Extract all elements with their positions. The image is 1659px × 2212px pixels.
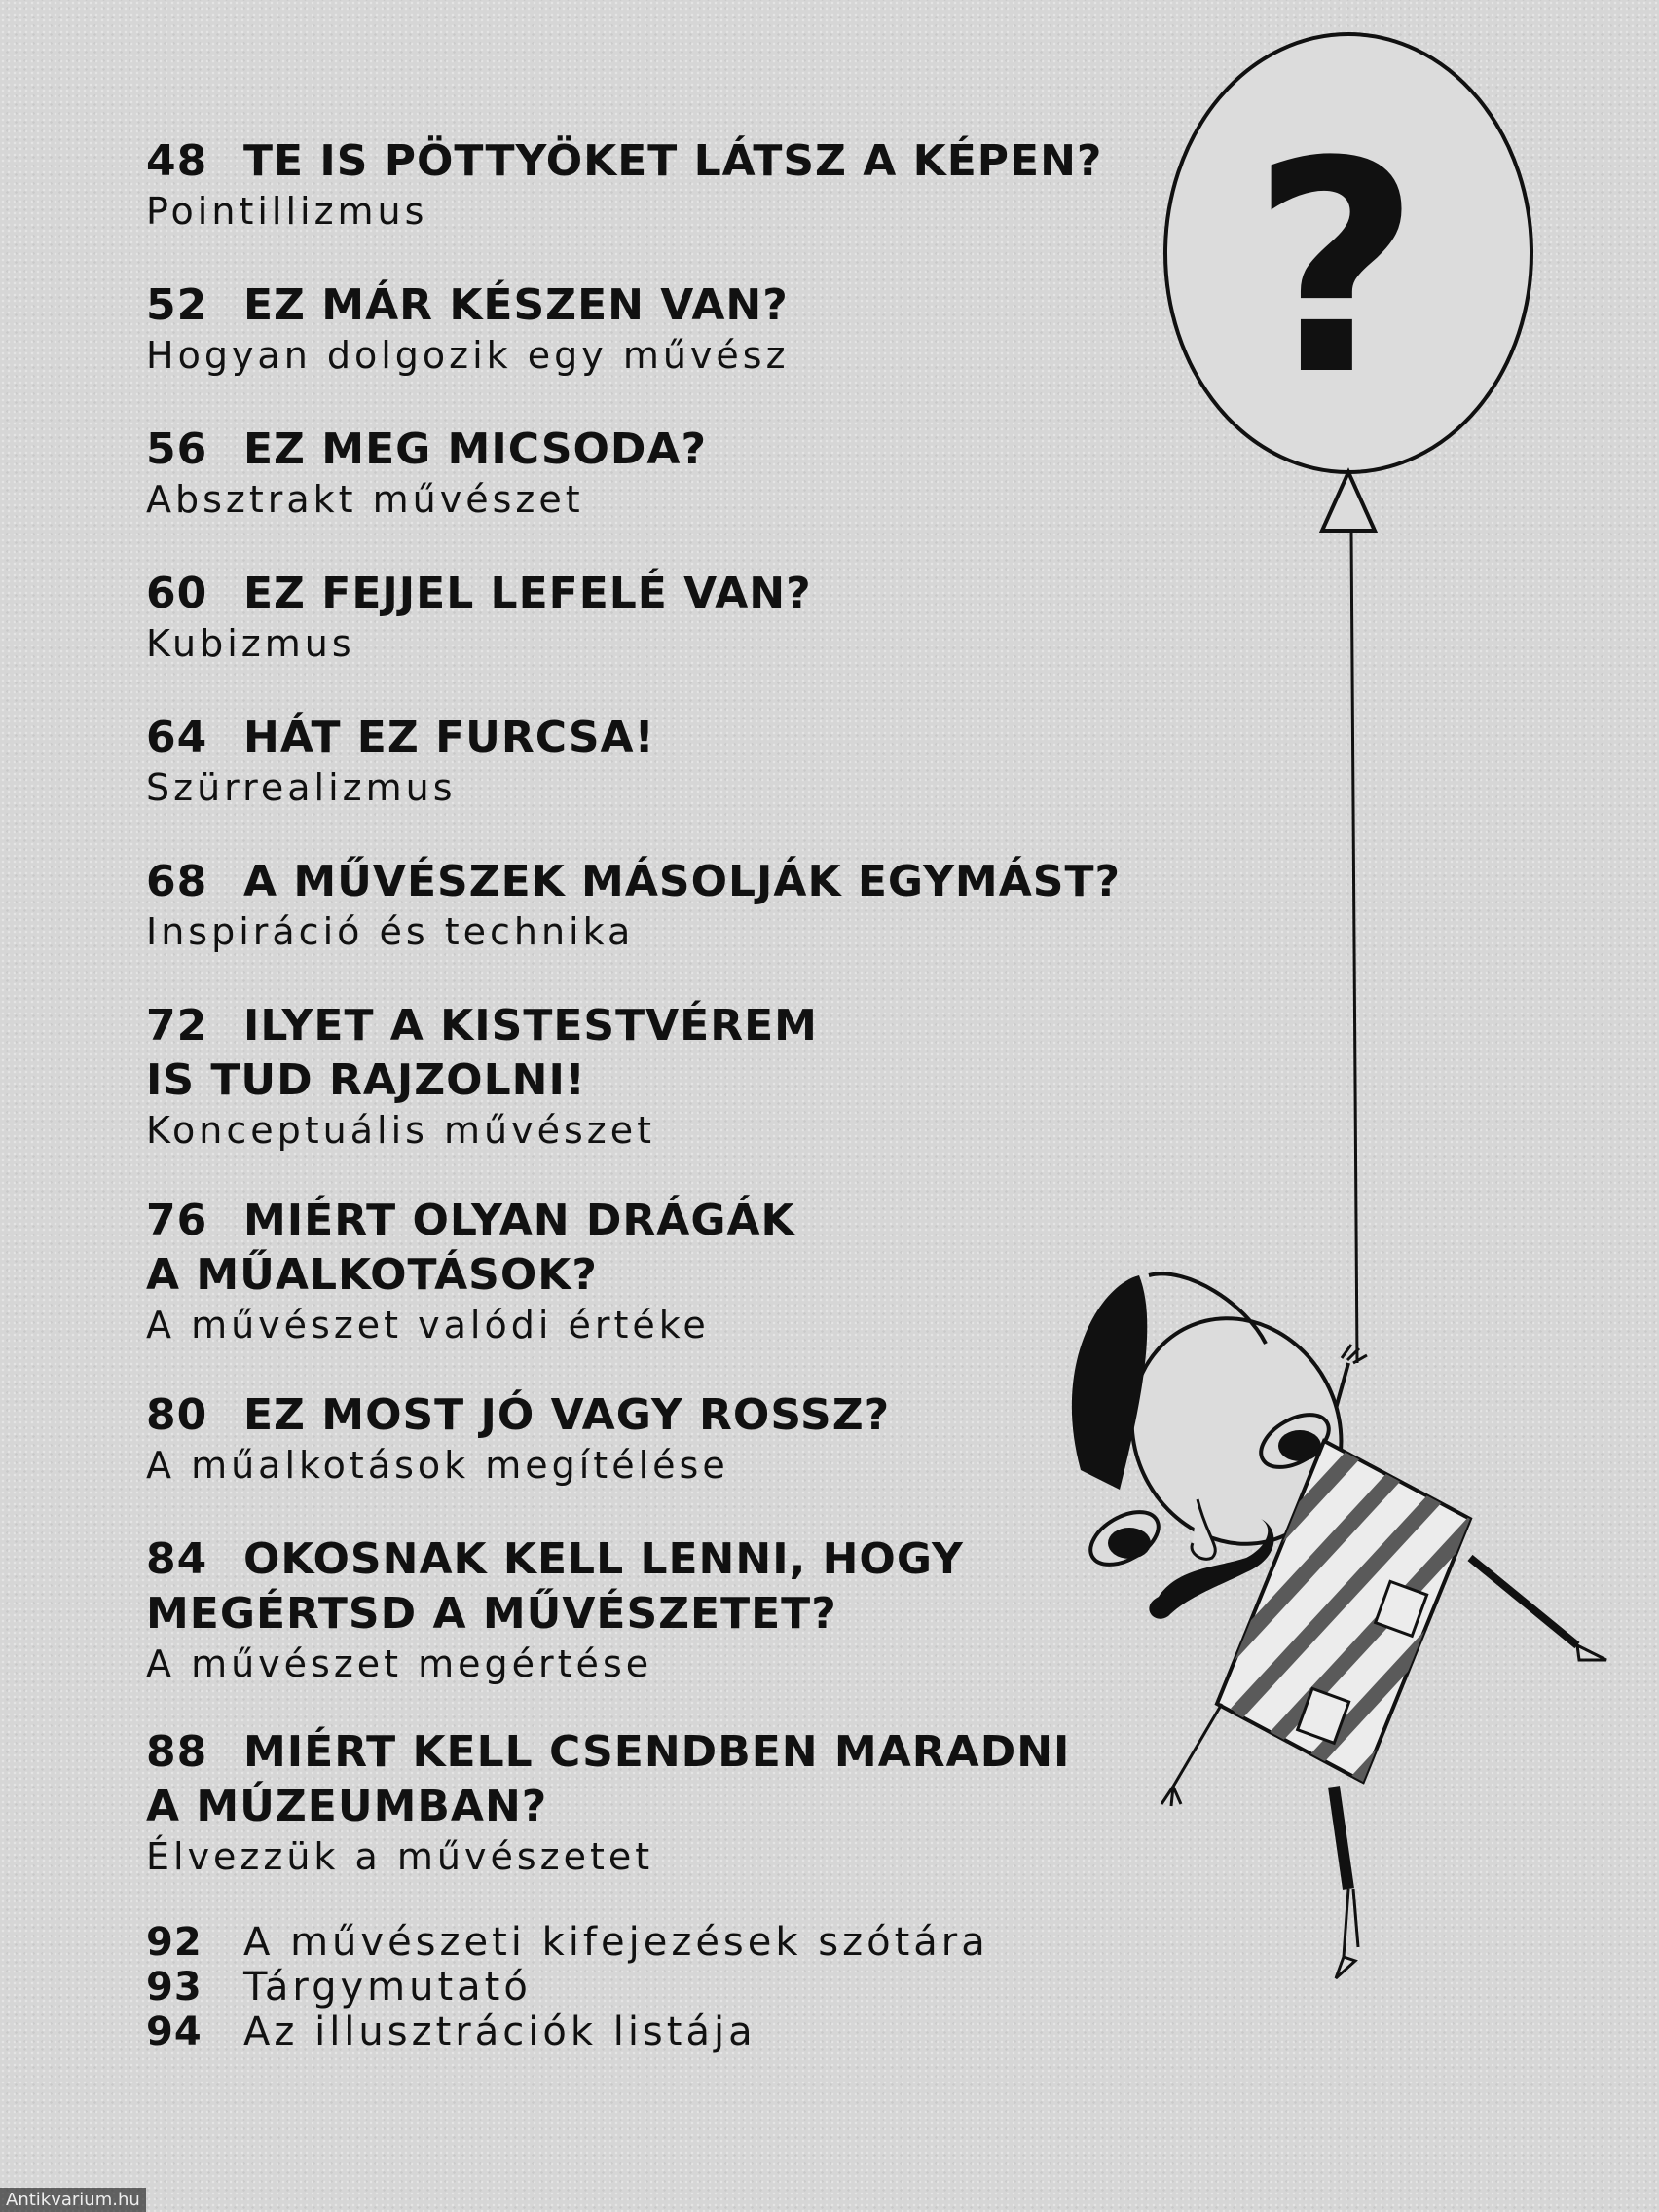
watermark: Antikvarium.hu (0, 2188, 146, 2212)
entry-subtitle: Kubizmus (146, 622, 355, 665)
entry-title-text: MIÉRT OLYAN DRÁGÁK (243, 1196, 795, 1245)
toc-entry (146, 1725, 1071, 1879)
entry-title (146, 134, 1103, 189)
entry-title-text: EZ FEJJEL LEFELÉ VAN? (243, 569, 812, 618)
entry-title (146, 1725, 1071, 1780)
entry-title-text: HÁT EZ FURCSA! (243, 713, 655, 762)
page-number: 68 (146, 857, 208, 906)
page-number: 84 (146, 1534, 208, 1584)
appendix-label: Tárgymutató (243, 1965, 532, 2009)
entry-title-continued: A MÚZEUMBAN? (146, 1782, 548, 1831)
toc-entry (146, 423, 1061, 522)
toc-entry (146, 567, 1061, 666)
entry-subtitle: Szürrealizmus (146, 766, 457, 809)
toc-entry (146, 711, 1061, 810)
entry-title-continued: MEGÉRTSD A MŰVÉSZETET? (146, 1589, 837, 1639)
toc-entry (146, 1194, 1061, 1347)
entry-title (146, 711, 1061, 765)
appendix-item (146, 1965, 1061, 2009)
entry-title (146, 1194, 1061, 1248)
entry-subtitle: Élvezzük a művészetet (146, 1835, 654, 1878)
appendix-list (146, 1920, 1061, 2054)
page-number: 64 (146, 713, 208, 762)
entry-title (146, 278, 1061, 333)
entry-title-continued: A MŰALKOTÁSOK? (146, 1250, 598, 1300)
entry-subtitle: A művészet valódi értéke (146, 1304, 710, 1346)
entry-subtitle: A műalkotások megítélése (146, 1444, 729, 1487)
entry-title (146, 999, 1061, 1053)
entry-title (146, 1532, 1061, 1587)
man-figure-icon (1072, 1273, 1606, 1978)
entry-title-text: EZ MÁR KÉSZEN VAN? (243, 280, 789, 330)
entry-subtitle: Hogyan dolgozik egy művész (146, 334, 790, 377)
entry-title-text: A MŰVÉSZEK MÁSOLJÁK EGYMÁST? (243, 857, 1121, 906)
page-number: 80 (146, 1390, 208, 1440)
page-number: 94 (146, 2009, 203, 2054)
page-number: 56 (146, 424, 208, 474)
entry-title (146, 567, 1061, 621)
entry-subtitle: A művészet megértése (146, 1642, 653, 1685)
page-number: 72 (146, 1001, 208, 1051)
page-number: 88 (146, 1727, 208, 1777)
entry-title-text: MIÉRT KELL CSENDBEN MARADNI (243, 1727, 1071, 1777)
toc-entry (146, 999, 1061, 1153)
entry-title-text: ILYET A KISTESTVÉREM (243, 1001, 818, 1051)
balloon-man-illustration (1013, 0, 1659, 2212)
toc-entry (146, 278, 1061, 378)
page-number: 48 (146, 136, 208, 186)
entry-title-text: OKOSNAK KELL LENNI, HOGY (243, 1534, 964, 1584)
toc-entry (146, 855, 1121, 954)
entry-title-text: TE IS PÖTTYÖKET LÁTSZ A KÉPEN? (243, 136, 1103, 186)
page-number: 76 (146, 1196, 208, 1245)
appendix-item (146, 2009, 1061, 2054)
toc-entry (146, 1532, 1061, 1686)
entry-title-continued: IS TUD RAJZOLNI! (146, 1055, 586, 1105)
entry-subtitle: Inspiráció és technika (146, 910, 635, 953)
entry-subtitle: Pointillizmus (146, 190, 428, 233)
balloon-string (1351, 531, 1357, 1363)
entry-title-text: EZ MEG MICSODA? (243, 424, 708, 474)
appendix-label: A művészeti kifejezések szótára (243, 1920, 989, 1965)
toc-entry (146, 134, 1103, 234)
page-number: 92 (146, 1920, 203, 1965)
entry-title-text: EZ MOST JÓ VAGY ROSSZ? (243, 1390, 891, 1440)
entry-title (146, 1388, 1061, 1443)
entry-title (146, 855, 1121, 909)
page-number: 93 (146, 1965, 203, 2009)
balloon-icon (1165, 34, 1531, 531)
toc-entry (146, 1388, 1061, 1488)
entry-subtitle: Konceptuális művészet (146, 1109, 656, 1152)
appendix-label: Az illusztrációk listája (243, 2009, 756, 2054)
question-mark-icon: ? (1250, 99, 1421, 439)
page-number: 60 (146, 569, 208, 618)
entry-title (146, 423, 1061, 477)
page-number: 52 (146, 280, 208, 330)
appendix-item (146, 1920, 1061, 1965)
entry-subtitle: Absztrakt művészet (146, 478, 584, 521)
